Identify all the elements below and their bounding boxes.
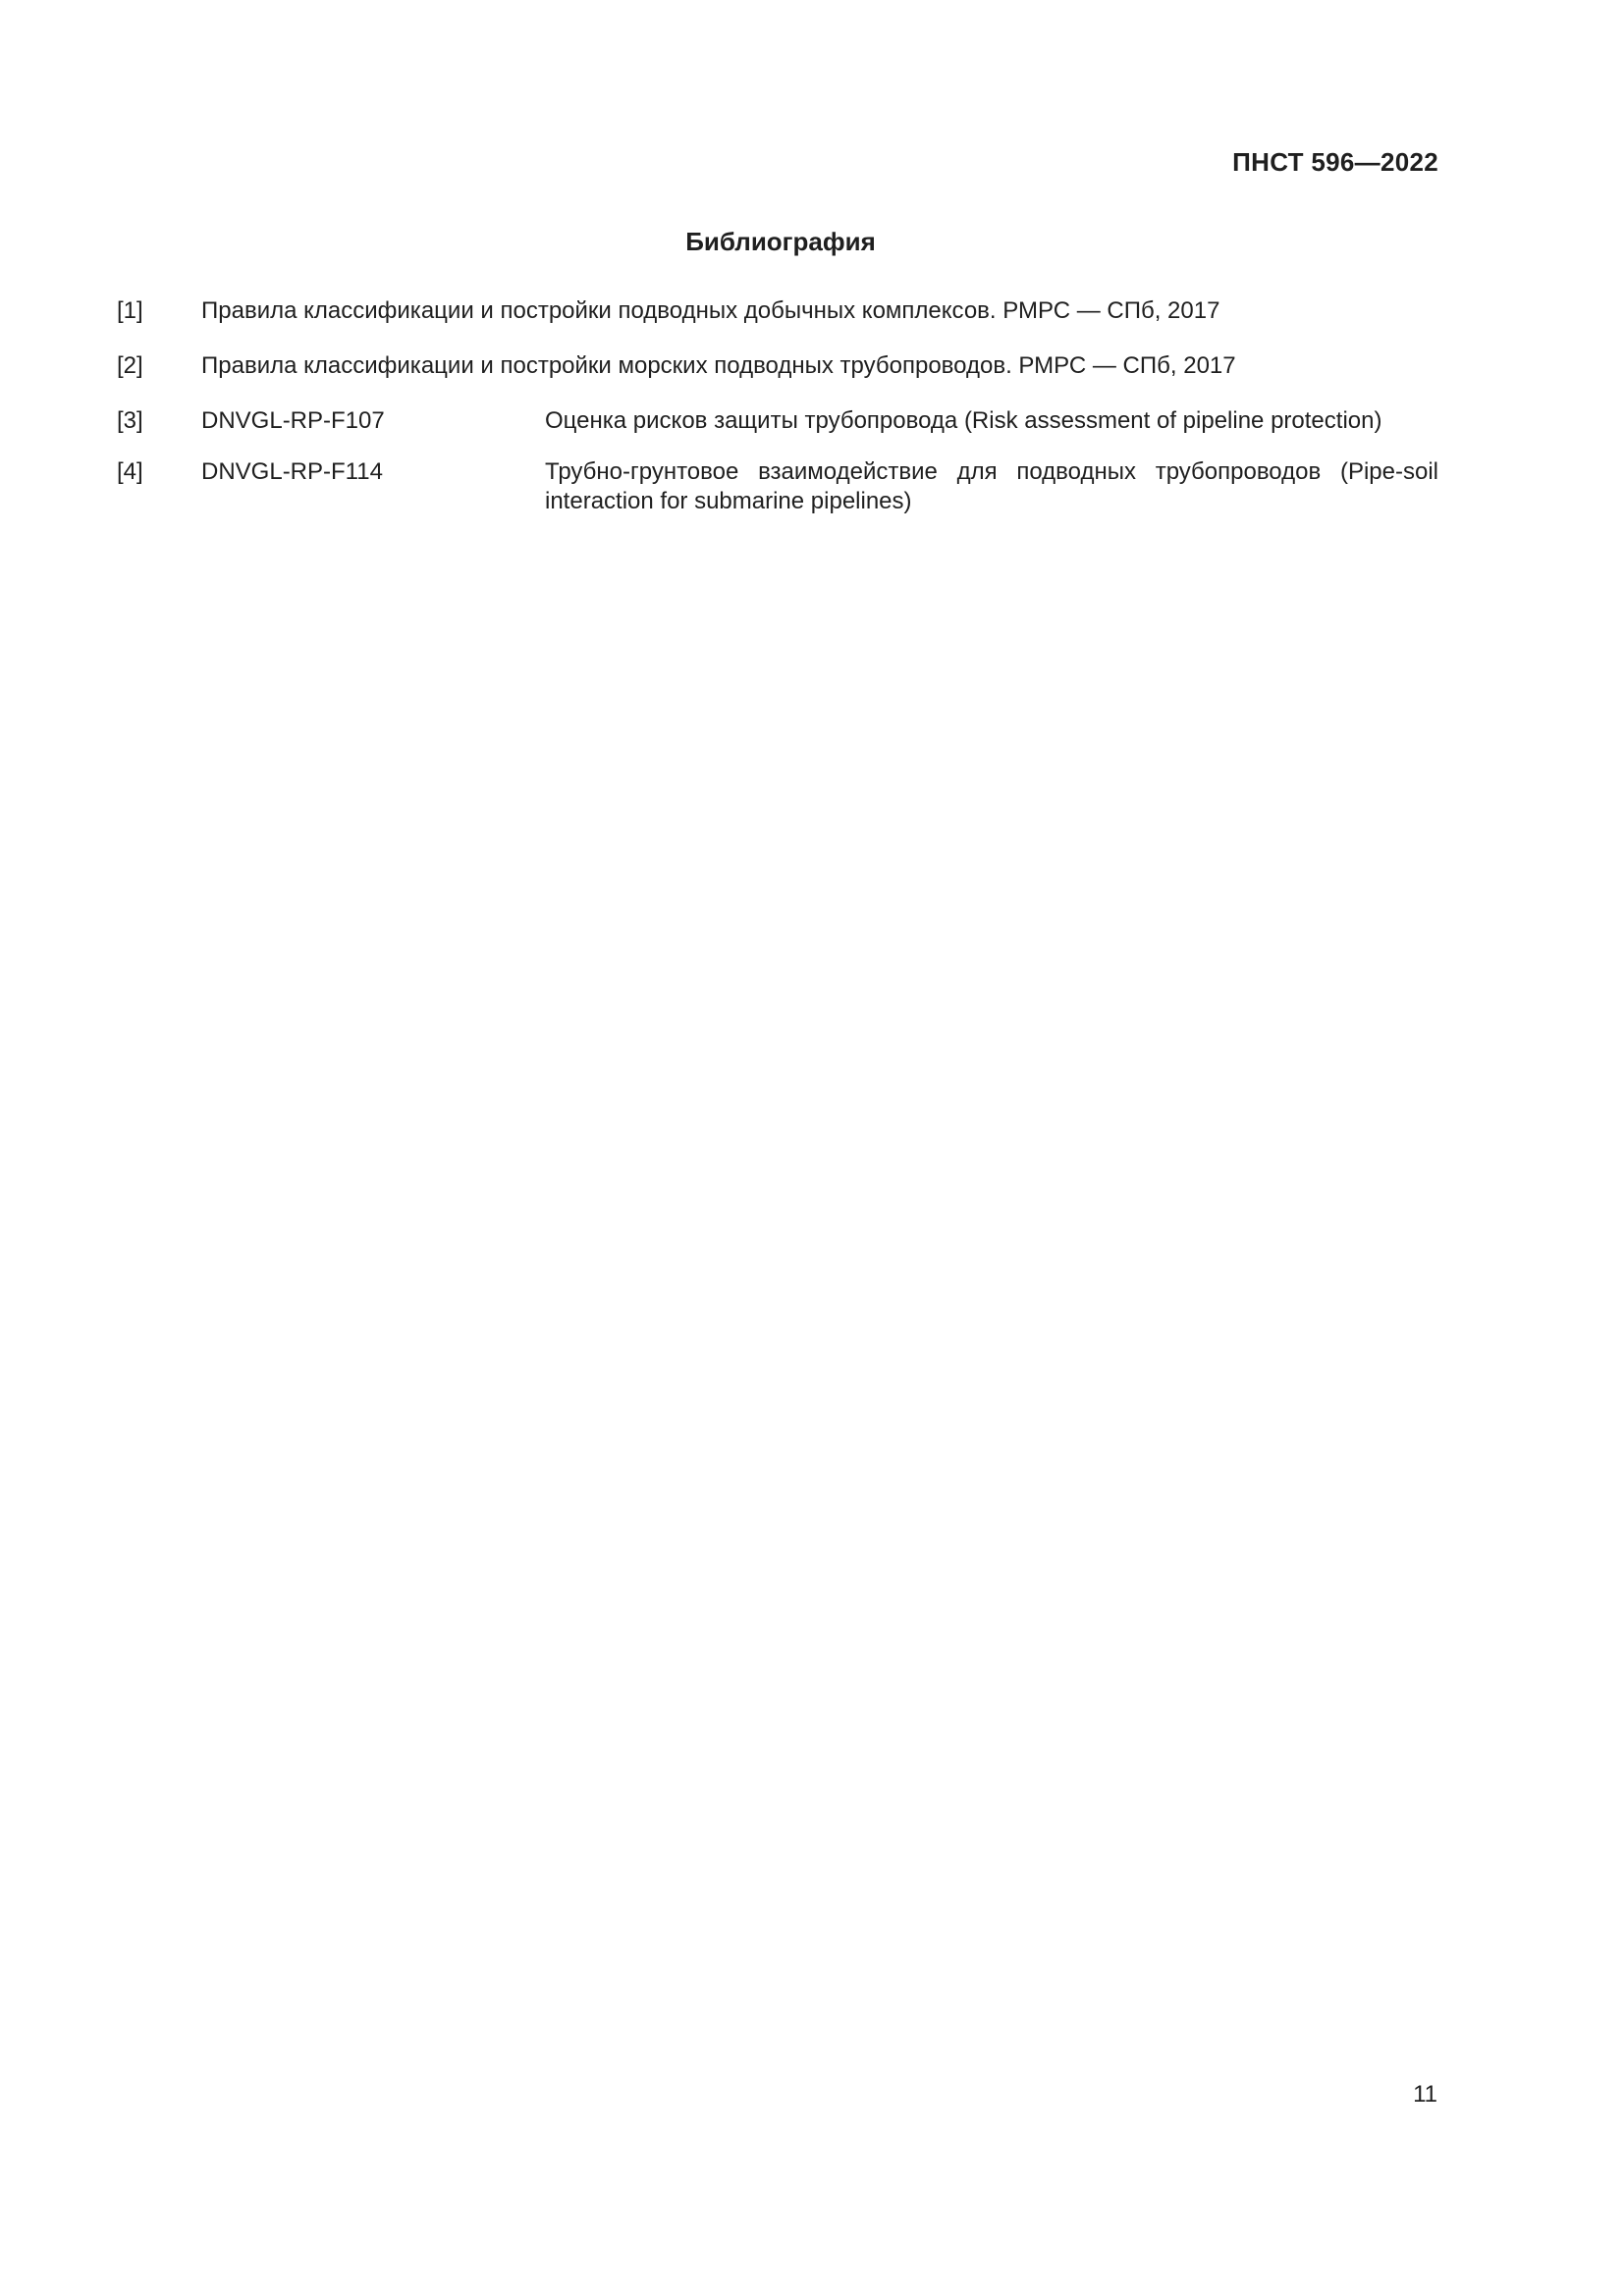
entry-number: [3]: [117, 407, 143, 434]
entry-text: Правила классификации и постройки морских подводных трубопроводов. РМРС — СПб, 2017: [201, 352, 1236, 379]
entry-code: DNVGL-RP-F114: [201, 458, 383, 485]
entry-text: Правила классификации и постройки подводных добычных комплексов. РМРС — СПб, 2017: [201, 297, 1220, 324]
page-number: 11: [1413, 2081, 1437, 2108]
bibliography-title: Библиография: [685, 227, 876, 256]
bibliography-entry-1: [117, 296, 1438, 351]
bibliography-entry-3: [117, 406, 1438, 457]
entry-number: [2]: [117, 352, 143, 379]
entry-text: Оценка рисков защиты трубопровода (Risk assessment of pipeline protection): [545, 407, 1382, 434]
bibliography-list: [117, 296, 1438, 516]
entry-number: [4]: [117, 458, 143, 485]
entry-code: DNVGL-RP-F107: [201, 407, 385, 434]
document-code: ПНСТ 596—2022: [1232, 147, 1438, 177]
bibliography-entry-2: [117, 351, 1438, 406]
entry-number: [1]: [117, 297, 143, 324]
bibliography-entry-4: [117, 457, 1438, 516]
entry-text: Трубно-грунтовое взаимодействие для подводных трубопроводов (Pipe-soil interaction for submarine pipelines): [545, 458, 1438, 514]
